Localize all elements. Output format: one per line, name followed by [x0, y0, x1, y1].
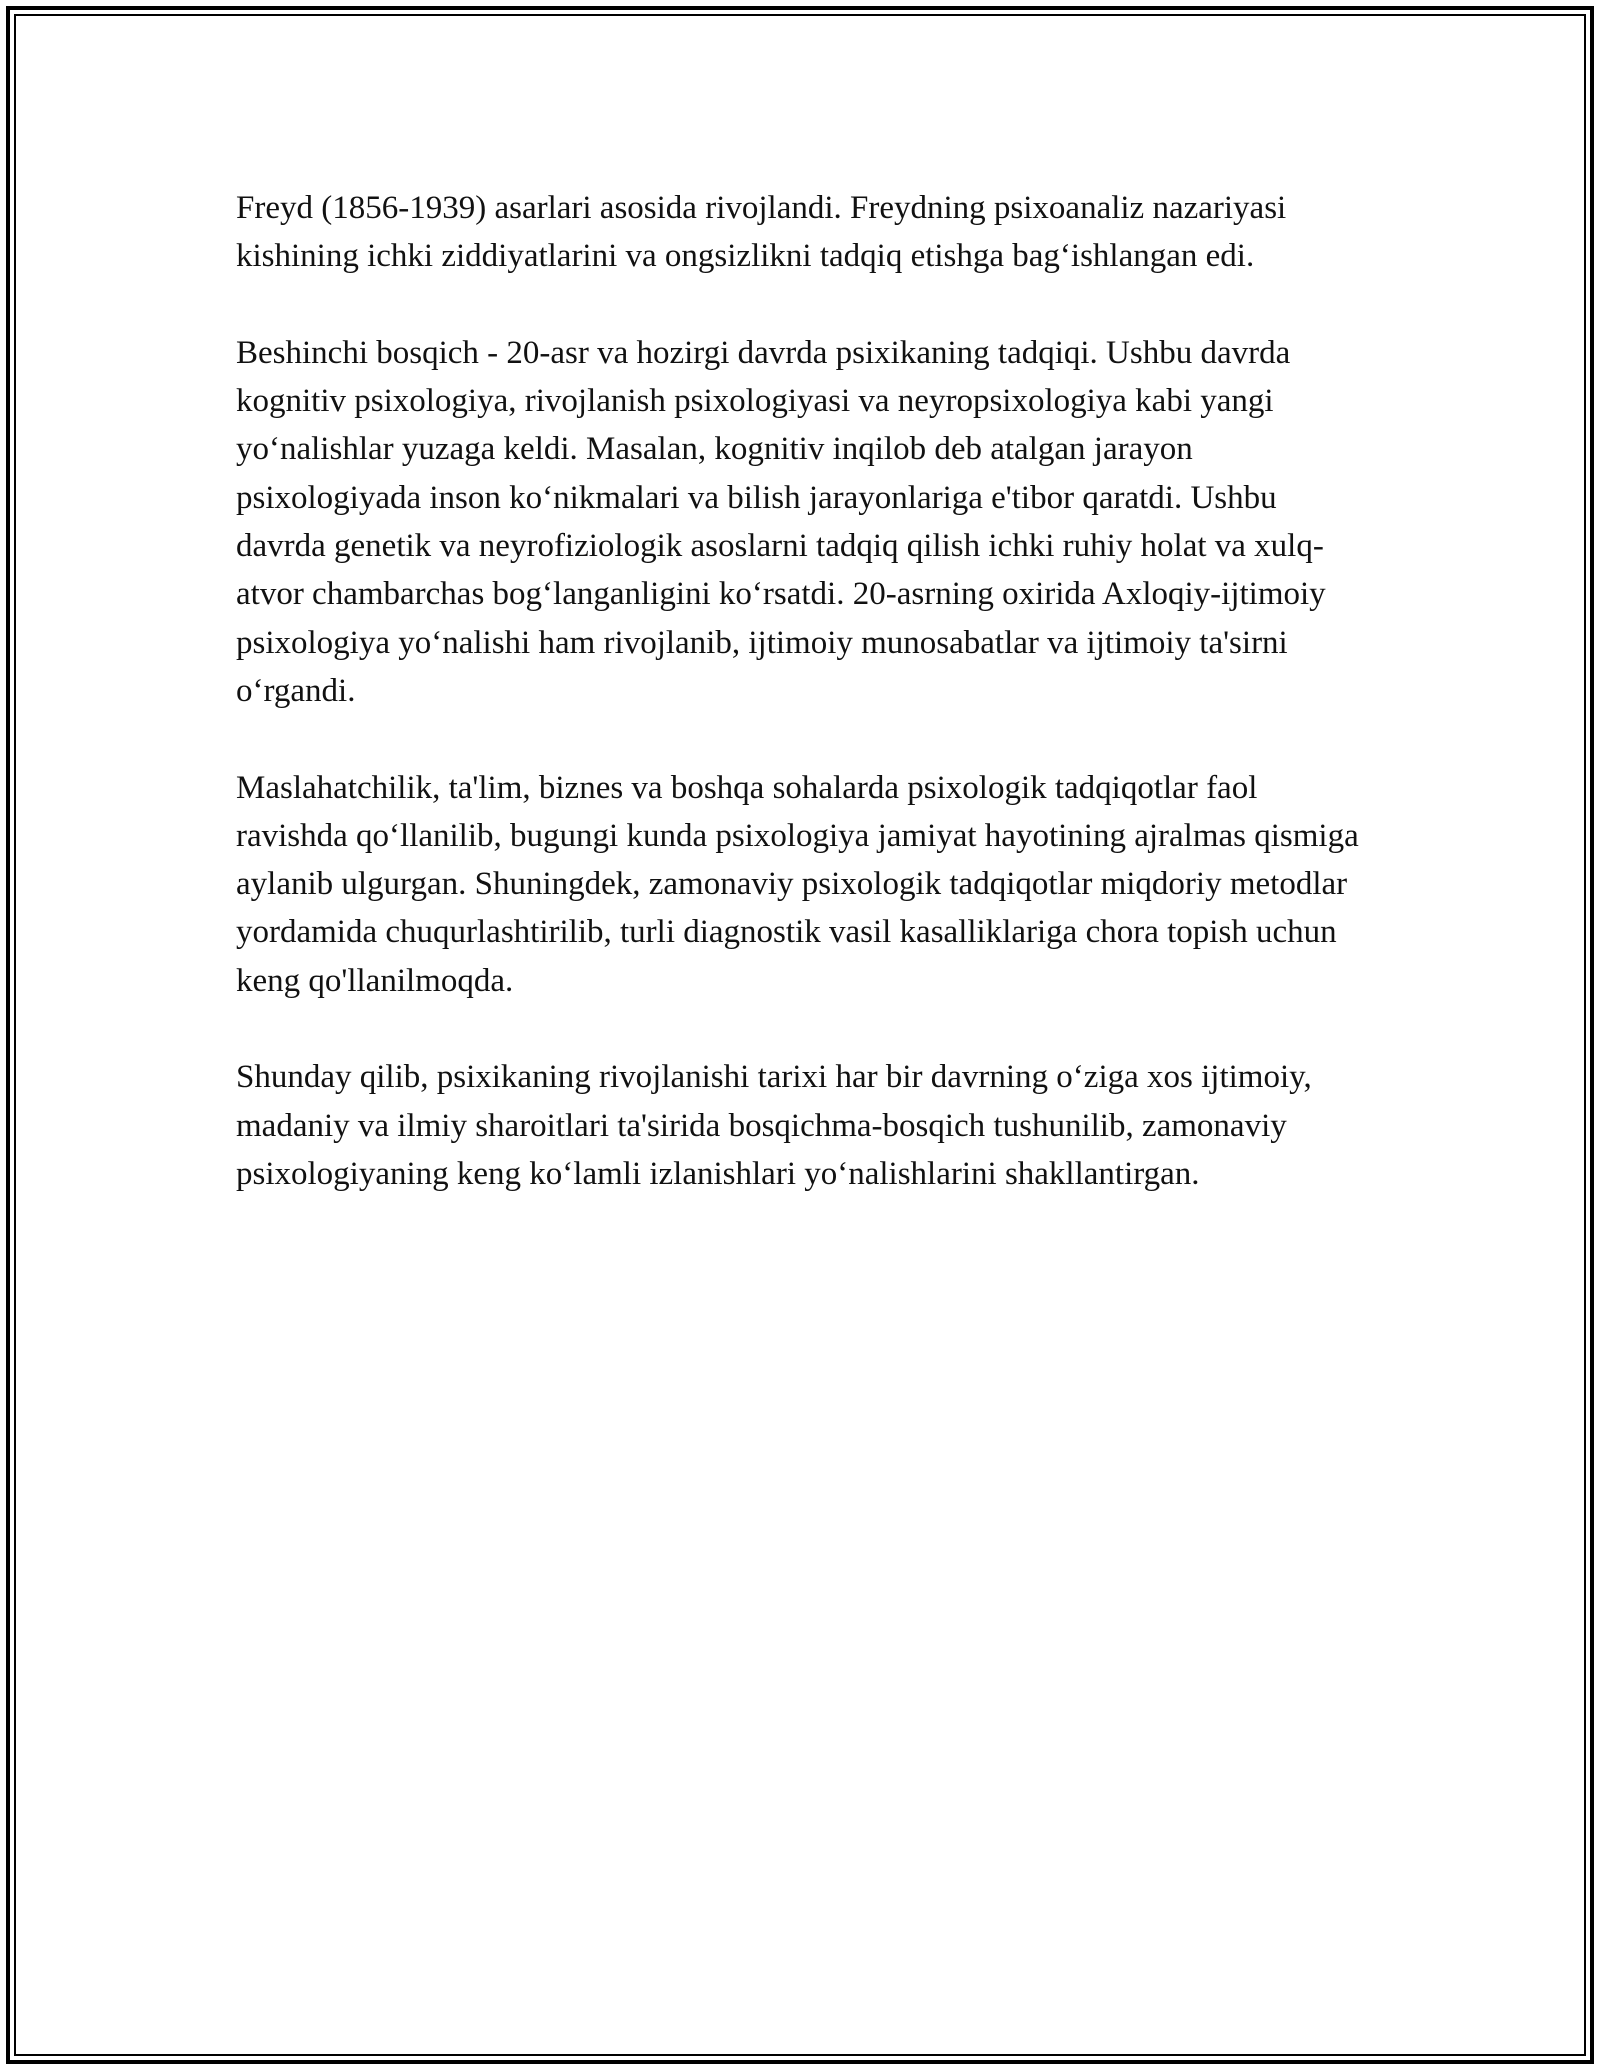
paragraph-conclusion: Shunday qilib, psixikaning rivojlanishi tarixi har bir davrning o‘ziga xos ijtimoiy, madaniy va ilmiy sharoitlari ta'sirida bosqichma-bosqich tushunilib, zamonaviy psixologiyaning keng ko‘lamli izlanishlari yo‘nalishlarini shakllantirgan.	[236, 1059, 1312, 1192]
document-body	[236, 184, 1366, 1247]
paragraph-fifth-stage: Beshinchi bosqich - 20-asr va hozirgi davrda psixikaning tadqiqi. Ushbu davrda kognitiv psixologiya, rivojlanish psixologiyasi va neyropsixologiya kabi yangi yo‘nalishlar yuzaga keldi. Masalan, kognitiv inqilob deb atalgan jarayon psixologiyada inson ko‘nikmalari va bilish jarayonlariga e'tibor qaratdi. Ushbu davrda genetik va neyrofiziologik asoslarni tadqiq qilish ichki ruhiy holat va xulq-atvor chambarchas bog‘langanligini ko‘rsatdi. 20-asrning oxirida Axloqiy-ijtimoiy psixologiya yo‘nalishi ham rivojlanib, ijtimoiy munosabatlar va ijtimoiy ta'sirni o‘rgandi.	[236, 334, 1326, 709]
paragraph-freyd: Freyd (1856-1939) asarlari asosida rivojlandi. Freydning psixoanaliz nazariyasi kishining ichki ziddiyatlarini va ongsizlikni tadqiq etishga bag‘ishlangan edi.	[236, 190, 1287, 275]
paragraph-applications: Maslahatchilik, ta'lim, biznes va boshqa sohalarda psixologik tadqiqotlar faol ravishda qo‘llanilib, bugungi kunda psixologiya jamiyat hayotining ajralmas qismiga aylanib ulgurgan. Shuningdek, zamonaviy psixologik tadqiqotlar miqdoriy metodlar yordamida chuqurlashtirilib, turli diagnostik vasil kasalliklariga chora topish uchun keng qo'llanilmoqda.	[236, 769, 1359, 999]
